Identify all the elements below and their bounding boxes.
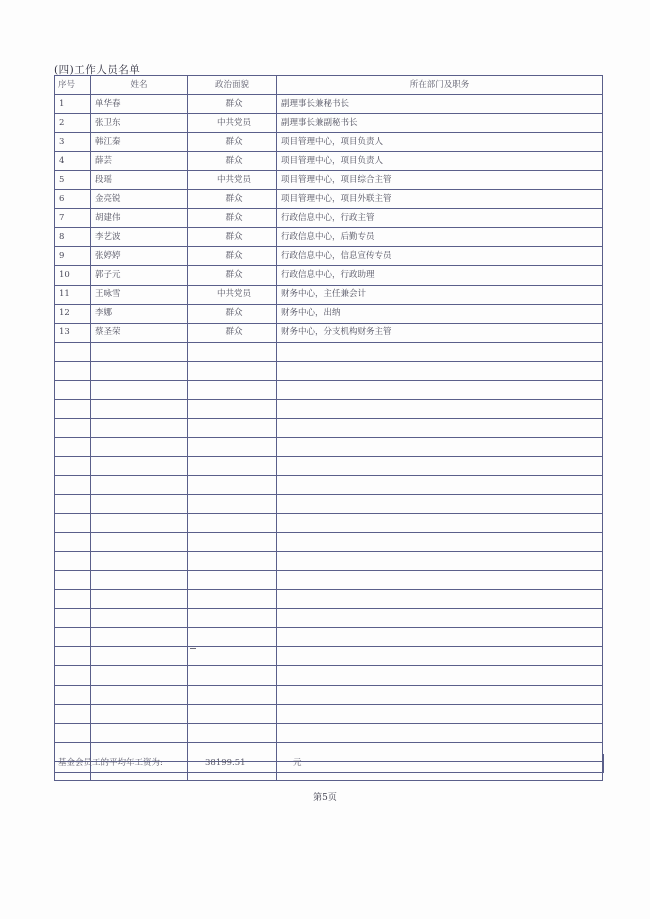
- average-salary-label: 基金会员工的平均年工资为:: [58, 758, 163, 768]
- cell-political: 群众: [188, 266, 277, 285]
- page-number: 第5页: [313, 793, 337, 803]
- empty-cell: [55, 380, 91, 399]
- cell-name: 金亮锐: [91, 190, 188, 209]
- empty-cell: [188, 723, 277, 742]
- empty-table-row: [55, 552, 603, 571]
- cell-seq: 6: [55, 190, 91, 209]
- empty-cell: [277, 609, 603, 628]
- empty-cell: [55, 514, 91, 533]
- empty-cell: [188, 399, 277, 418]
- empty-cell: [277, 456, 603, 475]
- cell-political: 中共党员: [188, 285, 277, 304]
- cell-name: 段瑶: [91, 171, 188, 190]
- cell-seq: 5: [55, 171, 91, 190]
- cell-name: 李艺波: [91, 228, 188, 247]
- empty-cell: [91, 514, 188, 533]
- empty-cell: [277, 552, 603, 571]
- empty-cell: [277, 514, 603, 533]
- empty-cell: [91, 704, 188, 723]
- empty-cell: [277, 475, 603, 494]
- empty-cell: [55, 552, 91, 571]
- empty-table-row: [55, 533, 603, 552]
- empty-table-row: [55, 647, 603, 666]
- empty-cell: [277, 666, 603, 685]
- cell-political: 中共党员: [188, 114, 277, 133]
- cell-name: 张卫东: [91, 114, 188, 133]
- empty-cell: [277, 342, 603, 361]
- staff-table: [54, 75, 603, 781]
- empty-cell: [91, 380, 188, 399]
- cell-name: 薛芸: [91, 152, 188, 171]
- empty-table-row: [55, 380, 603, 399]
- empty-cell: [188, 437, 277, 456]
- stray-mark: [190, 648, 196, 649]
- empty-table-row: [55, 418, 603, 437]
- cell-name: 李娜: [91, 304, 188, 323]
- empty-cell: [55, 647, 91, 666]
- cell-department: 项目管理中心，项目负责人: [277, 133, 603, 152]
- empty-cell: [91, 437, 188, 456]
- empty-table-row: [55, 590, 603, 609]
- empty-cell: [55, 666, 91, 685]
- cell-department: 项目管理中心，项目负责人: [277, 152, 603, 171]
- empty-cell: [91, 361, 188, 380]
- cell-department: 行政信息中心，后勤专员: [277, 228, 603, 247]
- cell-political: 群众: [188, 247, 277, 266]
- empty-table-row: [55, 723, 603, 742]
- empty-cell: [55, 456, 91, 475]
- table-row: [55, 152, 603, 171]
- empty-table-row: [55, 342, 603, 361]
- empty-table-row: [55, 361, 603, 380]
- empty-cell: [188, 704, 277, 723]
- cell-seq: 2: [55, 114, 91, 133]
- cell-name: 胡建伟: [91, 209, 188, 228]
- table-row: [55, 114, 603, 133]
- cell-department: 财务中心，主任兼会计: [277, 285, 603, 304]
- empty-cell: [277, 533, 603, 552]
- empty-cell: [277, 495, 603, 514]
- empty-table-row: [55, 685, 603, 704]
- cell-political: 群众: [188, 190, 277, 209]
- table-row: [55, 266, 603, 285]
- cell-seq: 11: [55, 285, 91, 304]
- empty-cell: [277, 399, 603, 418]
- empty-cell: [277, 361, 603, 380]
- empty-cell: [91, 628, 188, 647]
- cell-seq: 3: [55, 133, 91, 152]
- empty-cell: [188, 590, 277, 609]
- empty-cell: [55, 609, 91, 628]
- empty-cell: [55, 361, 91, 380]
- empty-table-row: [55, 571, 603, 590]
- empty-cell: [55, 723, 91, 742]
- empty-cell: [55, 590, 91, 609]
- cell-political: 群众: [188, 209, 277, 228]
- cell-political: 群众: [188, 304, 277, 323]
- empty-cell: [188, 552, 277, 571]
- empty-cell: [188, 361, 277, 380]
- average-salary-row: [54, 754, 604, 773]
- empty-cell: [188, 533, 277, 552]
- empty-cell: [91, 666, 188, 685]
- cell-seq: 10: [55, 266, 91, 285]
- cell-department: 项目管理中心，项目综合主管: [277, 171, 603, 190]
- empty-table-row: [55, 609, 603, 628]
- cell-seq: 1: [55, 95, 91, 114]
- empty-cell: [55, 342, 91, 361]
- cell-political: 群众: [188, 133, 277, 152]
- average-salary-value: 38199.51: [205, 758, 246, 768]
- cell-name: 张婷婷: [91, 247, 188, 266]
- cell-department: 行政信息中心，信息宣传专员: [277, 247, 603, 266]
- empty-cell: [277, 628, 603, 647]
- empty-cell: [91, 456, 188, 475]
- empty-cell: [55, 685, 91, 704]
- table-header-row: [55, 76, 603, 95]
- cell-seq: 9: [55, 247, 91, 266]
- cell-seq: 13: [55, 323, 91, 342]
- empty-cell: [55, 437, 91, 456]
- cell-seq: 7: [55, 209, 91, 228]
- empty-cell: [91, 342, 188, 361]
- table-row: [55, 95, 603, 114]
- average-salary-unit: 元: [293, 758, 302, 768]
- cell-political: 中共党员: [188, 171, 277, 190]
- empty-table-row: [55, 456, 603, 475]
- empty-cell: [55, 418, 91, 437]
- empty-cell: [277, 437, 603, 456]
- cell-political: 群众: [188, 95, 277, 114]
- table-row: [55, 171, 603, 190]
- empty-cell: [188, 514, 277, 533]
- empty-cell: [188, 628, 277, 647]
- empty-cell: [188, 685, 277, 704]
- empty-table-row: [55, 666, 603, 685]
- empty-table-row: [55, 475, 603, 494]
- header-political: 政治面貌: [188, 76, 277, 95]
- cell-department: 副理事长兼副秘书长: [277, 114, 603, 133]
- empty-cell: [91, 418, 188, 437]
- cell-department: 行政信息中心，行政主管: [277, 209, 603, 228]
- section-title: (四)工作人员名单: [54, 64, 141, 76]
- staff-table-body: [55, 95, 603, 781]
- empty-cell: [277, 647, 603, 666]
- empty-cell: [91, 475, 188, 494]
- empty-cell: [188, 380, 277, 399]
- cell-department: 行政信息中心，行政助理: [277, 266, 603, 285]
- empty-table-row: [55, 514, 603, 533]
- empty-cell: [277, 590, 603, 609]
- empty-cell: [277, 704, 603, 723]
- empty-cell: [55, 533, 91, 552]
- empty-cell: [91, 590, 188, 609]
- empty-table-row: [55, 704, 603, 723]
- table-row: [55, 133, 603, 152]
- empty-cell: [188, 666, 277, 685]
- cell-department: 项目管理中心，项目外联主管: [277, 190, 603, 209]
- empty-table-row: [55, 628, 603, 647]
- empty-cell: [55, 399, 91, 418]
- table-row: [55, 228, 603, 247]
- empty-cell: [277, 723, 603, 742]
- cell-department: 财务中心，分支机构财务主管: [277, 323, 603, 342]
- table-row: [55, 190, 603, 209]
- empty-cell: [91, 571, 188, 590]
- table-row: [55, 304, 603, 323]
- cell-political: 群众: [188, 228, 277, 247]
- empty-cell: [188, 475, 277, 494]
- empty-cell: [55, 571, 91, 590]
- cell-seq: 4: [55, 152, 91, 171]
- empty-cell: [91, 647, 188, 666]
- empty-cell: [55, 495, 91, 514]
- cell-name: 蔡圣荣: [91, 323, 188, 342]
- empty-table-row: [55, 495, 603, 514]
- empty-cell: [277, 685, 603, 704]
- empty-table-row: [55, 437, 603, 456]
- empty-cell: [277, 571, 603, 590]
- empty-cell: [91, 533, 188, 552]
- empty-cell: [277, 380, 603, 399]
- empty-cell: [188, 495, 277, 514]
- empty-cell: [188, 342, 277, 361]
- empty-cell: [188, 647, 277, 666]
- cell-political: 群众: [188, 152, 277, 171]
- table-row: [55, 247, 603, 266]
- empty-cell: [91, 609, 188, 628]
- header-name: 姓名: [91, 76, 188, 95]
- empty-cell: [91, 399, 188, 418]
- empty-table-row: [55, 399, 603, 418]
- empty-cell: [91, 723, 188, 742]
- cell-department: 副理事长兼秘书长: [277, 95, 603, 114]
- empty-cell: [55, 704, 91, 723]
- cell-name: 王咏雪: [91, 285, 188, 304]
- cell-political: 群众: [188, 323, 277, 342]
- cell-name: 郭子元: [91, 266, 188, 285]
- empty-cell: [277, 418, 603, 437]
- cell-seq: 12: [55, 304, 91, 323]
- empty-cell: [91, 495, 188, 514]
- cell-name: 韩江秦: [91, 133, 188, 152]
- header-department: 所在部门及职务: [277, 76, 603, 95]
- empty-cell: [91, 685, 188, 704]
- table-row: [55, 209, 603, 228]
- empty-cell: [55, 628, 91, 647]
- cell-department: 财务中心，出纳: [277, 304, 603, 323]
- empty-cell: [55, 475, 91, 494]
- empty-cell: [91, 552, 188, 571]
- empty-cell: [188, 571, 277, 590]
- empty-cell: [188, 418, 277, 437]
- header-seq: 序号: [55, 76, 91, 95]
- cell-name: 单华春: [91, 95, 188, 114]
- cell-seq: 8: [55, 228, 91, 247]
- table-row: [55, 285, 603, 304]
- empty-cell: [188, 456, 277, 475]
- empty-cell: [188, 609, 277, 628]
- table-row: [55, 323, 603, 342]
